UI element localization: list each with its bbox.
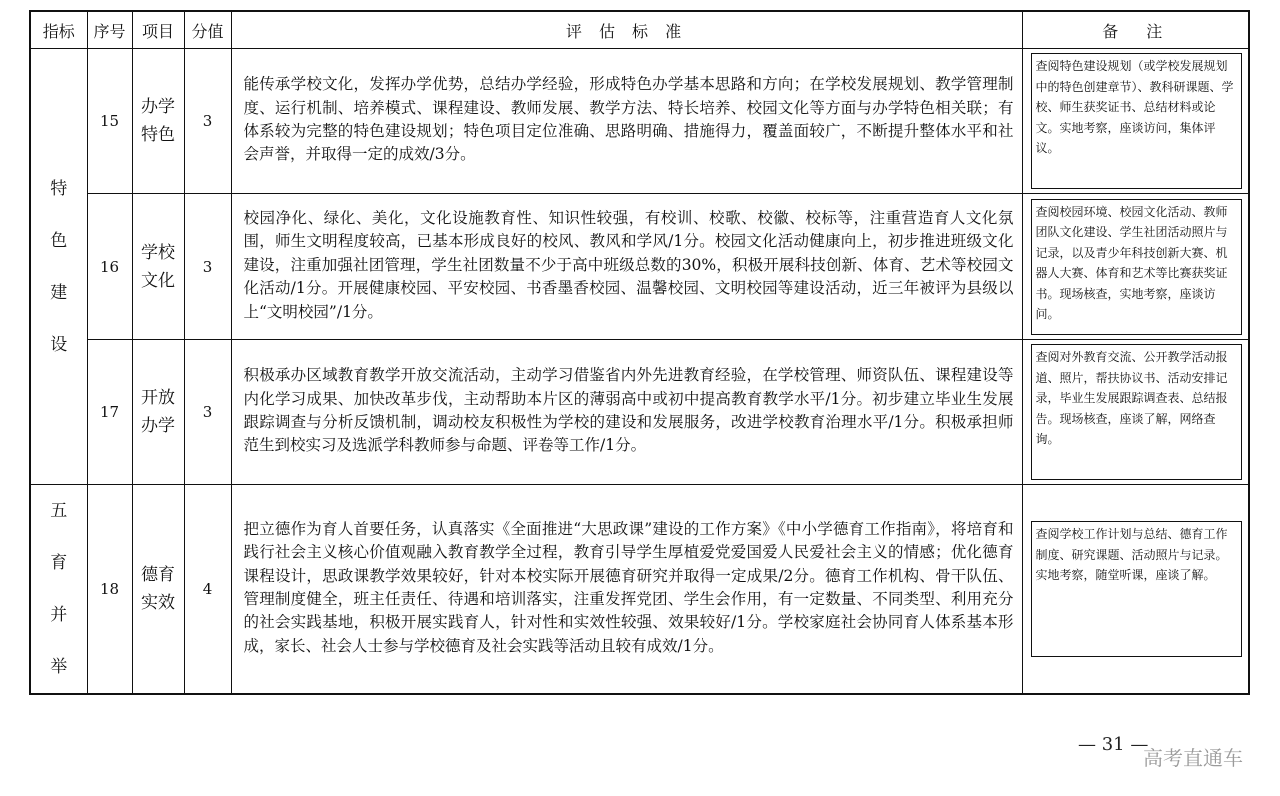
header-indicator: 指标 (30, 11, 87, 49)
table-row (30, 194, 1249, 340)
item-line: 德育 (141, 565, 175, 585)
item-line: 特色 (141, 125, 175, 145)
item-line: 办学 (141, 416, 175, 436)
notes-box: 查阅学校工作计划与总结、德育工作制度、研究课题、活动照片与记录。实地考察，随堂听课，座谈了解。 (1031, 521, 1243, 657)
row-score: 3 (184, 49, 231, 194)
row-score: 3 (184, 194, 231, 340)
category-char: 设 (50, 334, 68, 355)
item-line: 办学 (141, 97, 175, 117)
evaluation-table (29, 10, 1250, 695)
header-row (30, 11, 1249, 49)
page-number: — 31 — (1078, 734, 1149, 755)
item-line: 学校 (141, 242, 175, 263)
table-row (30, 49, 1249, 194)
table-row (30, 485, 1249, 695)
row-score: 4 (184, 485, 231, 695)
notes-box: 查阅校园环境、校园文化活动、教师团队文化建设、学生社团活动照片与记录，以及青少年科技创新大赛、机器人大赛、体育和艺术等比赛获奖证书。现场核查，实地考察，座谈访问。 (1031, 199, 1243, 335)
row-number: 15 (87, 49, 132, 194)
item-line: 文化 (141, 270, 175, 291)
row-number: 18 (87, 485, 132, 695)
category-char: 并 (50, 605, 68, 625)
row-criteria: 积极承办区域教育教学开放交流活动，主动学习借鉴省内外先进教育经验，在学校管理、师资队伍、课程建设等内化学习成果、加快改革步伐，主动帮助本片区的薄弱高中或初中提高教育教学水平/1分。初步建立毕业生发展跟踪调查与分析反馈机制，调动校友积极性为学校的建设和发展服务，改进学校教育治理水平/1分。积极承担师范生到校实习及选派学科教师参与命题、评卷等工作/1分。 (231, 340, 1022, 485)
table-row (30, 340, 1249, 485)
header-item: 项目 (132, 11, 184, 49)
row-criteria: 把立德作为育人首要任务，认真落实《全面推进“大思政课”建设的工作方案》《中小学德育工作指南》，将培育和践行社会主义核心价值观融入教育教学全过程，教育引导学生厚植爱党爱国爱人民爱社会主义的情感；优化德育课程设计，思政课教学效果较好，针对本校实际开展德育研究并取得一定成果/2分。德育工作机构、骨干队伍、管理制度健全，班主任责任、待遇和培训落实，注重发挥党团、学生会作用，有一定数量、不同类型、利用充分的社会实践基地，积极开展实践育人，针对性和实效性较强、效果较好/1分。学校家庭社会协同育人体系基本形成，家长、社会人士参与学校德育及社会实践等活动且较有成效/1分。 (231, 485, 1022, 695)
header-score: 分值 (184, 11, 231, 49)
row-score: 3 (184, 340, 231, 485)
row-notes (1022, 194, 1249, 340)
category-char: 举 (50, 657, 68, 677)
category-cell-five-education (30, 485, 87, 695)
category-char: 育 (50, 553, 68, 573)
row-notes (1022, 485, 1249, 695)
item-line: 实效 (141, 593, 175, 613)
category-char: 特 (50, 178, 68, 199)
row-item (132, 194, 184, 340)
category-char: 五 (50, 501, 68, 521)
row-notes (1022, 340, 1249, 485)
row-item (132, 49, 184, 194)
header-notes: 备 注 (1022, 11, 1249, 49)
row-number: 17 (87, 340, 132, 485)
category-char: 色 (50, 230, 68, 251)
item-line: 开放 (141, 388, 175, 408)
notes-box: 查阅特色建设规划（或学校发展规划中的特色创建章节）、教科研课题、学校、师生获奖证书、总结材料或论文。实地考察，座谈访问，集体评议。 (1031, 53, 1243, 189)
row-criteria: 能传承学校文化，发挥办学优势，总结办学经验，形成特色办学基本思路和方向；在学校发展规划、教学管理制度、运行机制、培养模式、课程建设、教师发展、教学方法、特长培养、校园文化等方面与办学特色相关联；有体系较为完整的特色建设规划；特色项目定位准确、思路明确、措施得力，覆盖面较广，不断提升整体水平和社会声誉，并取得一定的成效/3分。 (231, 49, 1022, 194)
row-number: 16 (87, 194, 132, 340)
notes-box: 查阅对外教育交流、公开教学活动报道、照片，帮扶协议书、活动安排记录，毕业生发展跟踪调查表、总结报告。现场核查，座谈了解，网络查询。 (1031, 344, 1243, 480)
row-criteria: 校园净化、绿化、美化，文化设施教育性、知识性较强，有校训、校歌、校徽、校标等，注重营造育人文化氛围，师生文明程度较高，已基本形成良好的校风、教风和学风/1分。校园文化活动健康向上，初步推进班级文化建设，注重加强社团管理，学生社团数量不少于高中班级总数的30%，积极开展科技创新、体育、艺术等校园文化活动/1分。开展健康校园、平安校园、书香墨香校园、温馨校园、文明校园等建设活动，近三年被评为县级以上“文明校园”/1分。 (231, 194, 1022, 340)
header-number: 序号 (87, 11, 132, 49)
row-item (132, 485, 184, 695)
header-criteria: 评 估 标 准 (231, 11, 1022, 49)
row-notes (1022, 49, 1249, 194)
category-cell-special (30, 49, 87, 485)
row-item (132, 340, 184, 485)
watermark: 高考直通车 (1143, 746, 1243, 770)
category-char: 建 (50, 282, 68, 303)
